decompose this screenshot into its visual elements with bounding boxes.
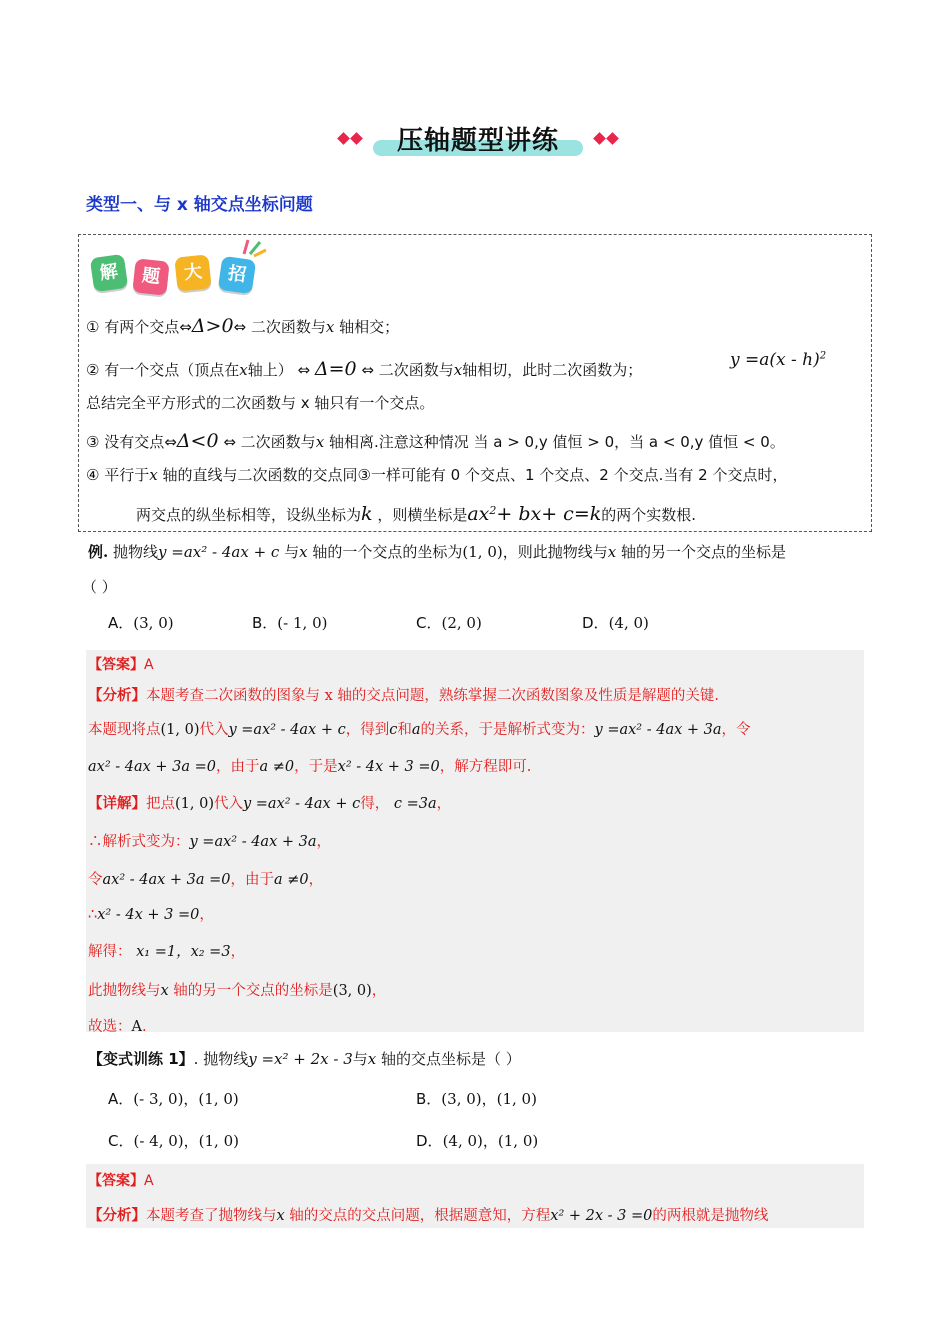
example-option-d[interactable]: D．(4, 0) [582, 614, 649, 632]
tip-line-5: ④ 平行于x 轴的直线与二次函数的交点同③一样可能有 0 个交点、1 个交点、2 个交点.当有 2 个交点时， [86, 466, 788, 484]
exercise-answer-line: 【答案】A [88, 1173, 154, 1189]
example-question: 例. 抛物线y =ax² - 4ax + c 与x 轴的一个交点的坐标为(1, 0)，则此抛物线与x 轴的另一个交点的坐标是 [88, 543, 786, 561]
iff-icon: ⇔ [179, 318, 192, 336]
badge-tile: 解 [90, 254, 128, 292]
example-option-b[interactable]: B．(- 1, 0) [252, 614, 328, 632]
detail-line-3: 令ax² - 4ax + 3a =0，由于a ≠0， [88, 872, 324, 888]
tip-line-2: ② 有一个交点（顶点在x轴上） ⇔ Δ=0 ⇔ 二次函数与x轴相切，此时二次函数为； [86, 358, 643, 380]
iff-icon: ⇔ [164, 433, 177, 451]
exercise-option-d[interactable]: D．(4, 0)，(1, 0) [416, 1132, 539, 1150]
badge-tile: 招 [218, 256, 256, 294]
detail-line-4: ∴x² - 4x + 3 =0， [88, 907, 214, 923]
badge-tile: 大 [174, 254, 211, 291]
tip-line-1: ① 有两个交点⇔Δ>0⇔ 二次函数与x 轴相交； [86, 315, 400, 337]
sparkle-icon [240, 234, 270, 258]
exercise-question: 【变式训练 1】. 抛物线y =x² + 2x - 3与x 轴的交点坐标是（ ） [88, 1050, 521, 1068]
tip-line-4: ③ 没有交点⇔Δ<0 ⇔ 二次函数与x 轴相离.注意这种情况 当 a > 0,y 值恒 > 0，当 a < 0,y 值恒 < 0。 [86, 430, 785, 452]
detail-line-1: 【详解】把点(1, 0)代入y =ax² - 4ax + c得， c =3a， [88, 795, 452, 812]
analysis-line-2: 本题现将点(1, 0)代入y =ax² - 4ax + c，得到c和a的关系，于是解析式变为：y =ax² - 4ax + 3a，令 [88, 722, 751, 738]
exercise-analysis-line: 【分析】本题考查了抛物线与x 轴的交点的交点问题，根据题意知，方程x² + 2x - 3 =0的两根就是抛物线 [88, 1207, 769, 1224]
page-title [333, 116, 623, 164]
exercise-option-c[interactable]: C．(- 4, 0)，(1, 0) [108, 1132, 239, 1150]
example-option-c[interactable]: C．(2, 0) [416, 614, 482, 632]
detail-line-2: ∴解析式变为：y =ax² - 4ax + 3a， [88, 834, 331, 850]
iff-icon: ⇔ [361, 361, 374, 379]
detail-line-5: 解得： x₁ =1，x₂ =3， [88, 944, 246, 960]
example-paren: （ ） [82, 578, 117, 596]
exercise-option-a[interactable]: A．(- 3, 0)，(1, 0) [108, 1090, 239, 1108]
exercise-option-b[interactable]: B．(3, 0)，(1, 0) [416, 1090, 537, 1108]
iff-icon: ⇔ [223, 433, 236, 451]
iff-icon: ⇔ [233, 318, 247, 336]
analysis-line-3: ax² - 4ax + 3a =0，由于a ≠0，于是x² - 4x + 3 =0，解方程即可. [88, 759, 532, 775]
tip-formula-vertex: y =a(x - h)$^2$ [730, 350, 827, 370]
section-heading: 类型一、与 x 轴交点坐标问题 [86, 195, 313, 215]
iff-icon: ⇔ [297, 361, 311, 379]
detail-line-6: 此抛物线与x 轴的另一个交点的坐标是(3, 0)， [88, 983, 387, 999]
example-option-a[interactable]: A．(3, 0) [108, 614, 174, 632]
detail-line-7: 故选：A. [88, 1019, 147, 1035]
tip-line-3: 总结完全平方形式的二次函数与 x 轴只有一个交点。 [86, 394, 435, 412]
tip-line-6: 两交点的纵坐标相等，设纵坐标为k ，则横坐标是$ax^2+ bx+ c=k$的两个实数根. [136, 503, 697, 525]
badge-tile: 题 [132, 258, 169, 295]
analysis-line-1: 【分析】本题考查二次函数的图象与 x 轴的交点问题，熟练掌握二次函数图象及性质是解题的关键. [88, 687, 720, 704]
title-text: 压轴题型讲练 [396, 126, 559, 156]
answer-line: 【答案】A [88, 657, 154, 673]
